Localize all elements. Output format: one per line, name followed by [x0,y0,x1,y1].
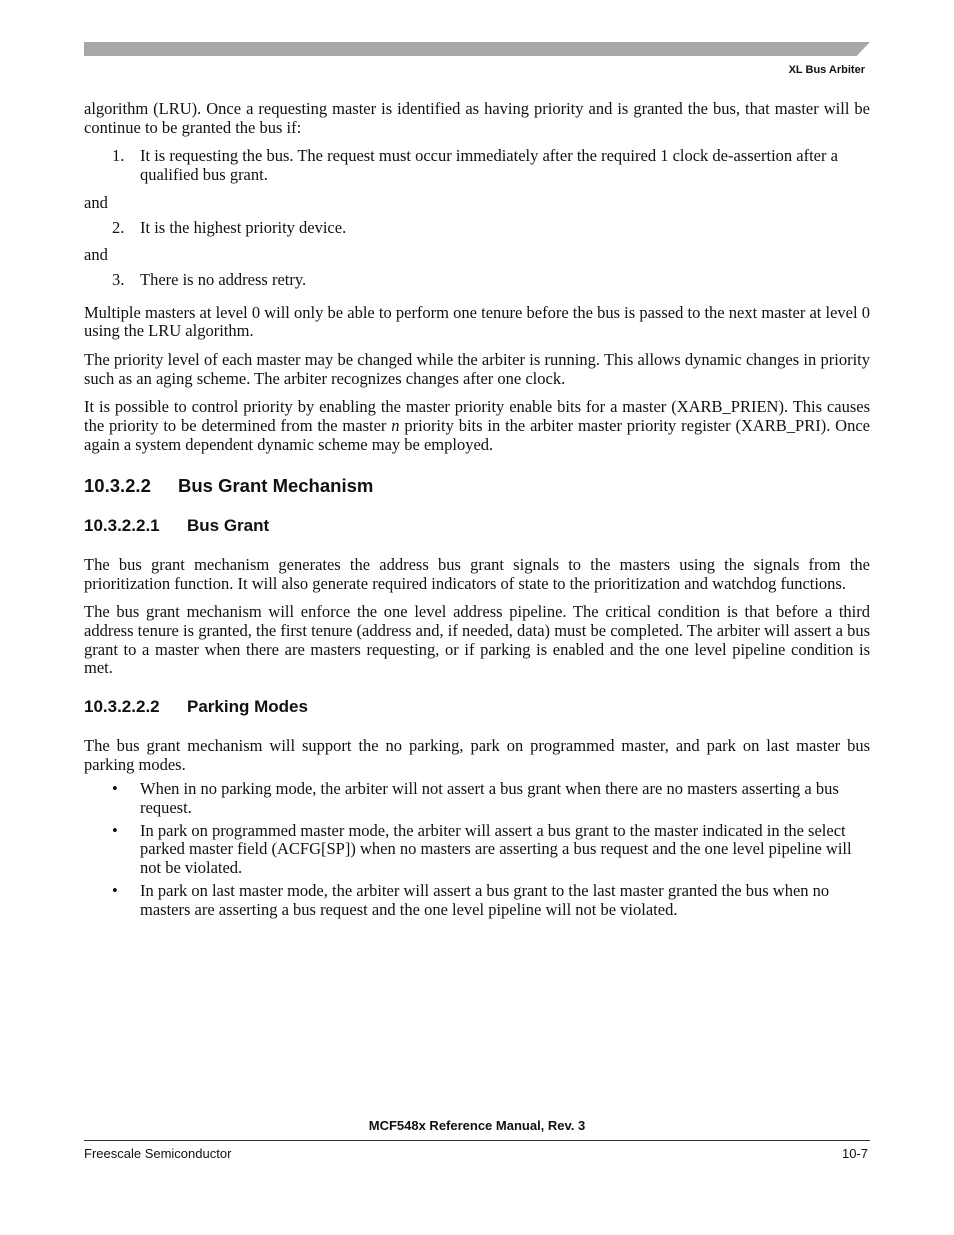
list-item-text: When in no parking mode, the arbiter will not assert a bus grant when there are no masters asserting a bus request. [140,779,839,817]
header-bar [84,42,870,56]
conjunction: and [84,245,108,265]
section-title: Bus Grant [187,516,270,536]
section-title: Parking Modes [187,697,308,717]
parking-mode-list [84,780,870,919]
bullet-marker: • [112,880,118,900]
paragraph: Multiple masters at level 0 will only be able to perform one tenure before the bus is passed to the next master at level 0 using the LRU algorithm. [84,302,870,341]
footer-page-number: 10-7 [841,1146,868,1161]
list-item-text: It is the highest priority device. [140,217,347,237]
list-item [84,822,870,878]
list-number: 1. [112,146,125,166]
paragraph: The bus grant mechanism generates the address bus grant signals to the masters using the signals from the prioritization function. It will also generate required indicators of state to the prioritization and watchdog functions. [84,554,870,593]
section-title: Bus Grant Mechanism [178,474,374,496]
list-item [84,147,870,184]
subsection-heading [84,698,870,717]
paragraph: The bus grant mechanism will support the no parking, park on programmed master, and park on last master bus parking modes. [84,735,870,774]
page-body [84,100,870,923]
list-item [84,219,870,238]
list-item-text: In park on last master mode, the arbiter will assert a bus grant to the last master granted the bus when no masters are asserting a bus request and the one level pipeline will not be violated. [140,880,830,919]
section-number: 10.3.2.2.2 [84,697,160,717]
list-item-text: It is requesting the bus. The request must occur immediately after the required 1 clock de-assertion after a qualified bus grant. [140,146,838,185]
list-item-text: In park on programmed master mode, the arbiter will assert a bus grant to the master indicated in the select parked master field (ACFG[SP]) when no masters are asserting a bus request and the one level pipeline will not be violated. [140,820,852,878]
footer-company: Freescale Semiconductor [84,1146,232,1161]
list-item-text: There is no address retry. [140,269,307,289]
footer-divider [84,1140,870,1141]
list-item [84,882,870,919]
footer-manual-title: MCF548x Reference Manual, Rev. 3 [368,1118,586,1133]
condition-list [84,219,870,238]
bullet-marker: • [112,820,118,840]
section-number: 10.3.2.2.1 [84,516,160,536]
section-number: 10.3.2.2 [84,474,151,496]
section-heading [84,474,870,496]
list-item [84,780,870,817]
list-item [84,271,870,290]
list-number: 3. [112,269,125,289]
variable-n: n [391,416,400,436]
condition-list [84,147,870,184]
list-number: 2. [112,217,125,237]
paragraph: It is possible to control priority by enabling the master priority enable bits for a master (XARB_PRIEN). This causes the priority to be determined from the master n priority bits in the arbiter master priority register (XARB_PRI). Once again a system dependent dynamic scheme may be employed. [84,397,870,454]
conjunction: and [84,192,108,212]
condition-list [84,271,870,290]
subsection-heading [84,517,870,536]
intro-paragraph: algorithm (LRU). Once a requesting master is identified as having priority and is granted the bus, that master will be continue to be granted the bus if: [84,99,870,137]
paragraph: The bus grant mechanism will enforce the one level address pipeline. The critical condition is that before a third address tenure is granted, the first tenure (address and, if needed, data) must be completed. The arbiter will assert a bus grant to a master when there are masters requesting, or if parking is enabled and the one level pipeline condition is met. [84,602,870,678]
paragraph: The priority level of each master may be changed while the arbiter is running. This allows dynamic changes in priority such as an aging scheme. The arbiter recognizes changes after one clock. [84,350,870,388]
running-header: XL Bus Arbiter [788,64,865,76]
bullet-marker: • [112,779,118,799]
